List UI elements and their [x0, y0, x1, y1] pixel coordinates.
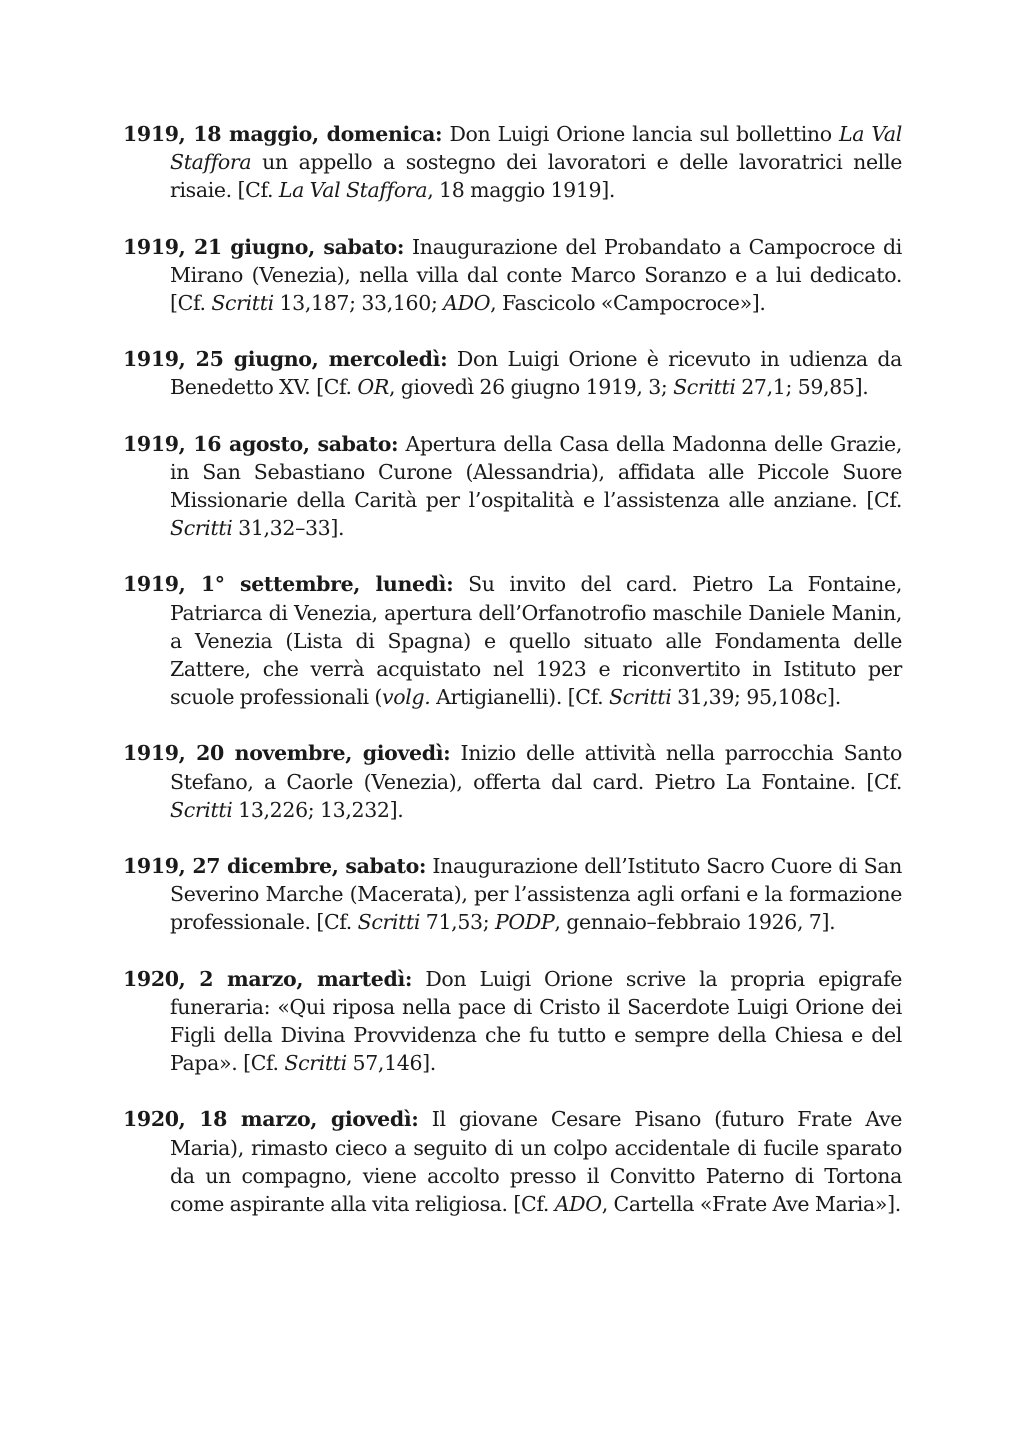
entry-text-italic: PODP: [494, 910, 555, 935]
entry-text: 13,187; 33,160;: [273, 291, 444, 316]
entry-text: 13,226; 13,232].: [232, 797, 404, 822]
entry-text: Apertura della Casa della Madonna delle Grazie, in San Sebastiano Curone (Alessandria), affidata alle Piccole Suore Missionarie della Carità per l’ospitalità e l’assistenza alle anziane. [Cf.: [170, 431, 903, 513]
entry-text: Don Luigi Orione è ricevuto in udienza da Benedetto XV. [Cf.: [170, 347, 902, 400]
entry-text: Don Luigi Orione scrive la propria epigrafe funeraria: «Qui riposa nella pace di Cristo il Sacerdote Luigi Orione dei Figli della Divina Provvidenza che fu tutto e sempre della Chiesa e del Papa». [Cf.: [170, 966, 902, 1076]
entry-date: 1920, 2 marzo, martedì:: [123, 966, 413, 991]
chronology-entry: [123, 233, 902, 318]
entry-text-italic: ADO: [443, 291, 491, 316]
entry-text-italic: Scritti: [608, 685, 672, 710]
entry-date: 1920, 18 marzo, giovedì:: [123, 1107, 419, 1132]
entry-date: 1919, 18 maggio, domenica:: [123, 122, 443, 146]
entry-text: , gennaio–febbraio 1926, 7].: [554, 910, 836, 935]
chronology-entry: [123, 345, 902, 401]
entry-text-italic: Scritti: [673, 375, 736, 400]
entry-text-italic: Scritti: [357, 910, 421, 935]
entry-date: 1919, 21 giugno, sabato:: [123, 234, 405, 259]
entry-text: 31,32–33].: [232, 516, 345, 541]
entry-text: , Cartella «Frate Ave Maria»].: [601, 1192, 901, 1217]
chronology-entry: [123, 1105, 902, 1218]
entry-text: 27,1; 59,85].: [735, 375, 869, 400]
entry-text: , 18 maggio 1919].: [427, 178, 616, 203]
entry-text-italic: ADO: [554, 1192, 602, 1217]
entry-text-italic: OR: [357, 375, 389, 400]
entry-text: Su invito del card. Pietro La Fontaine, Patriarca di Venezia, apertura dell’Orfanotrofio maschile Daniele Manin, a Venezia (Lista di Spagna) e quello situato alle Fondamenta delle Zattere, che verrà acquistato nel 1923 e riconvertito in Istituto per scuole professionali (: [170, 572, 902, 710]
chronology-entry: [123, 120, 902, 205]
entry-date: 1919, 20 novembre, giovedì:: [123, 741, 451, 766]
entry-text-italic: La Val Staffora: [170, 122, 903, 175]
entry-text-italic: La Val Staffora: [278, 178, 428, 203]
entry-text: un appello a sostegno dei lavoratori e delle lavoratrici nelle risaie. [Cf.: [170, 150, 902, 203]
entry-text: Artigianelli). [Cf.: [430, 685, 609, 710]
entry-text-italic: Scritti: [211, 291, 274, 316]
entry-date: 1919, 25 giugno, mercoledì:: [123, 347, 448, 372]
chronology-entry: [123, 739, 902, 824]
entry-text: Il giovane Cesare Pisano (futuro Frate Ave Maria), rimasto cieco a seguito di un colpo accidentale di fucile sparato da un compagno, viene accolto presso il Convitto Paterno di Tortona come aspirante alla vita religiosa. [Cf.: [170, 1107, 902, 1217]
entry-date: 1919, 16 agosto, sabato:: [123, 431, 399, 456]
chronology-entry: [123, 570, 902, 711]
entry-text: Inaugurazione dell’Istituto Sacro Cuore di San Severino Marche (Macerata), per l’assistenza agli orfani e la formazione professionale. [Cf.: [170, 854, 902, 935]
entry-text: Don Luigi Orione lancia sul bollettino: [442, 122, 839, 146]
entry-text: Inaugurazione del Probandato a Campocroce di Mirano (Venezia), nella villa dal conte Marco Soranzo e a lui dedicato. [Cf.: [170, 234, 902, 316]
entry-text: 57,146].: [346, 1051, 436, 1076]
entry-text-italic: Scritti: [170, 516, 233, 541]
chronology-entry: [123, 852, 902, 937]
entry-text-italic: volg.: [382, 685, 431, 710]
entry-text-italic: Scritti: [170, 797, 233, 822]
entry-date: 1919, 1° settembre, lunedì:: [123, 572, 454, 597]
entry-text-italic: Scritti: [284, 1051, 347, 1076]
entry-date: 1919, 27 dicembre, sabato:: [123, 854, 427, 879]
chronology-entry: [123, 965, 902, 1078]
entry-text: , giovedì 26 giugno 1919, 3;: [388, 375, 674, 400]
entry-text: 71,53;: [420, 910, 495, 935]
entry-text: 31,39; 95,108c].: [671, 685, 841, 710]
entry-text: , Fascicolo «Campocroce»].: [490, 291, 766, 316]
chronology-page: [123, 120, 902, 1246]
entry-text: Inizio delle attività nella parrocchia Santo Stefano, a Caorle (Venezia), offerta dal card. Pietro La Fontaine. [Cf.: [170, 741, 902, 794]
chronology-entry: [123, 430, 902, 543]
